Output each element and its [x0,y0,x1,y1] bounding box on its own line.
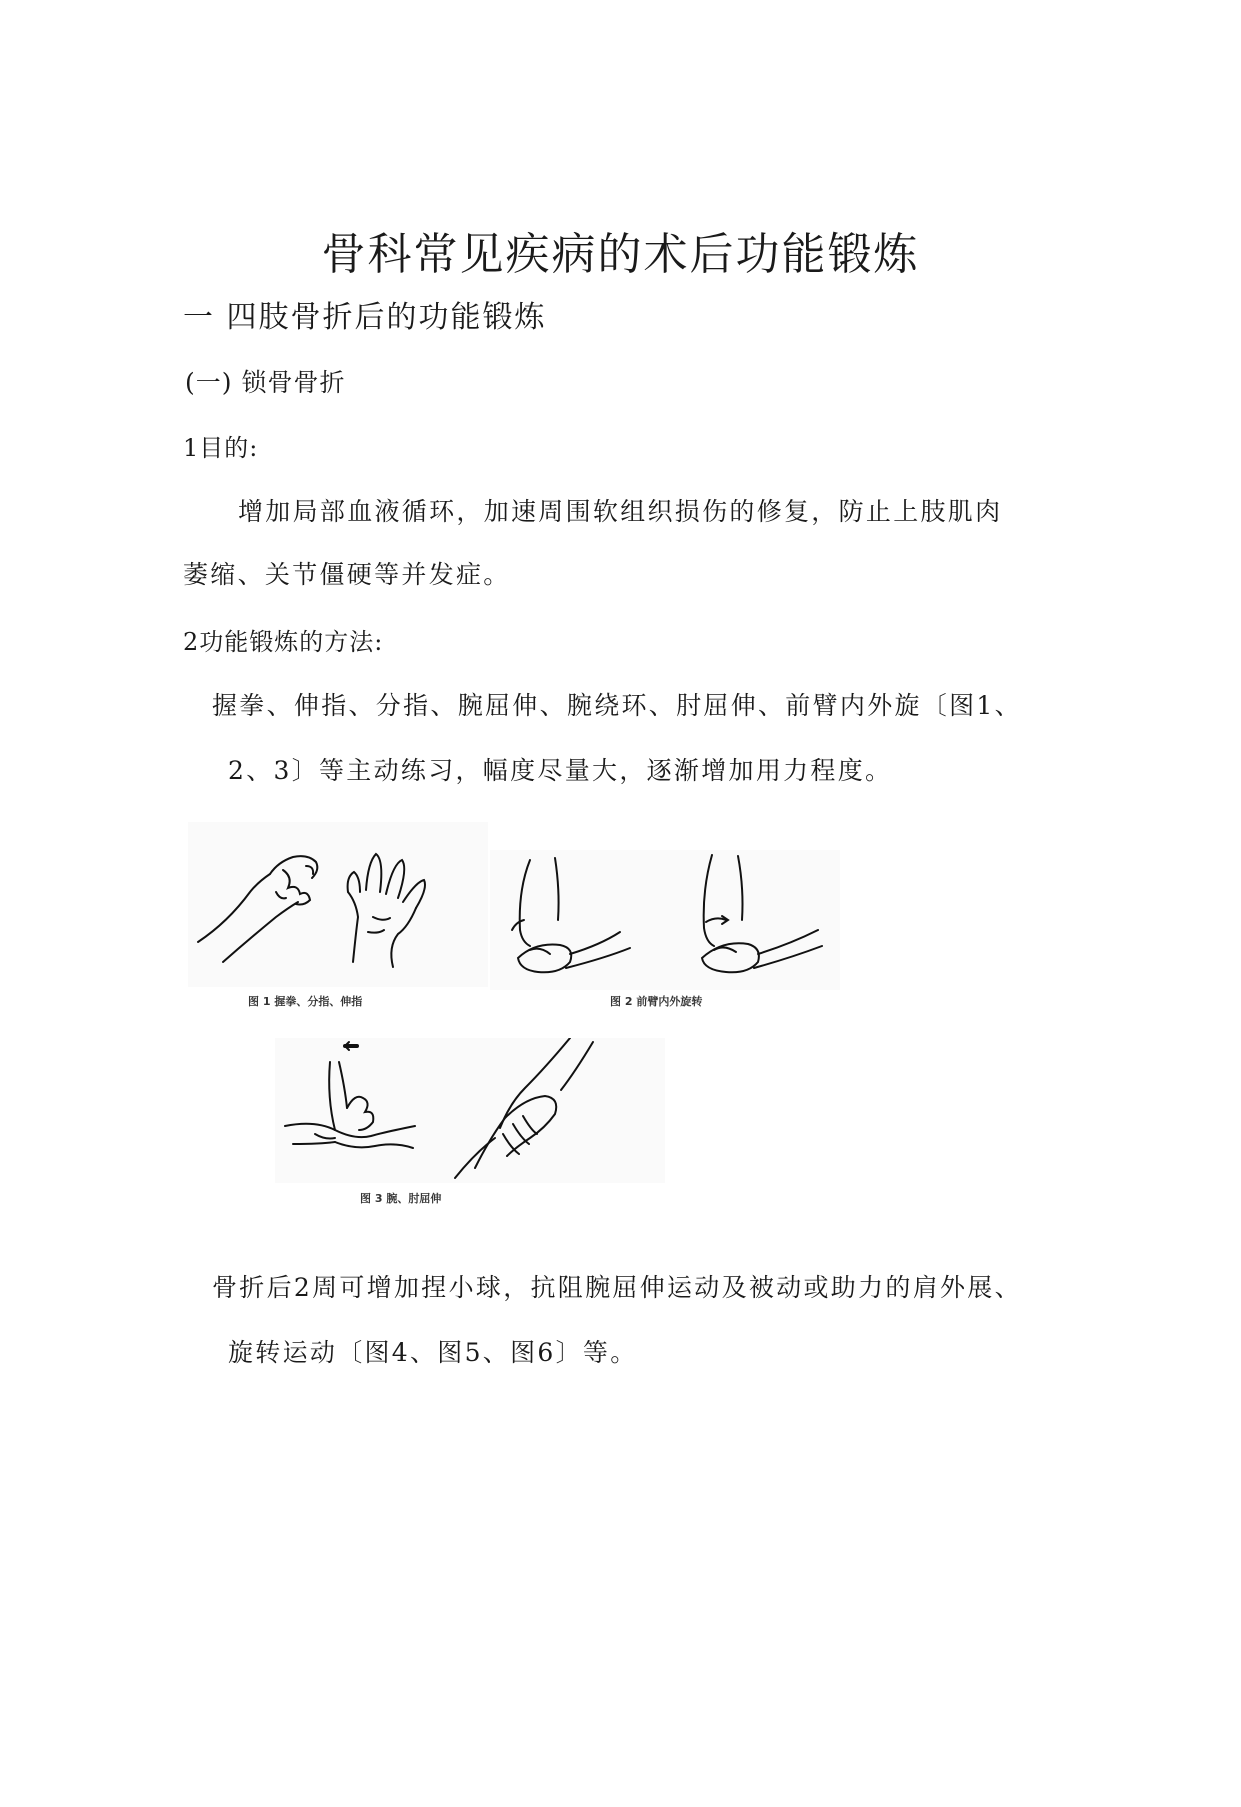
figure-3-illustration [275,1038,665,1183]
paragraph-later-line1: 骨折后2周可增加捏小球，抗阻腕屈伸运动及被动或助力的肩外展、 [212,1273,1022,1302]
item-heading-purpose: 1目的: [183,434,259,462]
paragraph-method-line1: 握拳、伸指、分指、腕屈伸、腕绕环、肘屈伸、前臂内外旋〔图1、 [212,691,1022,720]
figure-2-illustration [490,850,840,990]
paragraph-purpose-line1: 增加局部血液循环，加速周围软组织损伤的修复，防止上肢肌肉 [238,497,1003,526]
document-title: 骨科常见疾病的术后功能锻炼 [321,229,920,280]
subsection-heading: (一) 锁骨骨折 [185,368,346,397]
paragraph-method-line2: 2、3〕等主动练习，幅度尽量大，逐渐增加用力程度。 [228,756,893,785]
item-heading-method: 2功能锻炼的方法: [183,628,384,656]
paragraph-purpose-line2: 萎缩、关节僵硬等并发症。 [183,560,511,589]
section-heading: 一 四肢骨折后的功能锻炼 [183,300,547,335]
figure-2-caption: 图 2 前臂内外旋转 [610,995,703,1008]
paragraph-later-line2: 旋转运动〔图4、图5、图6〕等。 [228,1338,638,1367]
figure-3-caption: 图 3 腕、肘屈伸 [360,1192,442,1205]
figure-1-illustration [188,822,488,987]
figure-1-caption: 图 1 握拳、分指、伸指 [248,995,363,1008]
